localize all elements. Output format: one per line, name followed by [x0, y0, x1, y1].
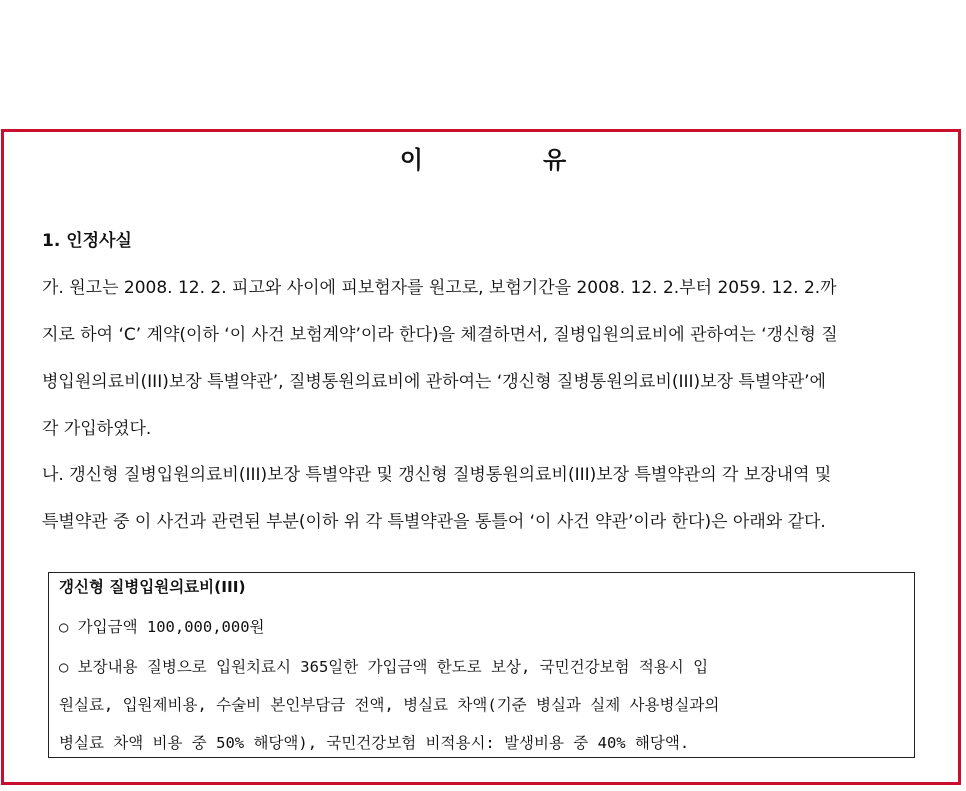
paragraph-line: 특별약관 중 이 사건과 관련된 부분(이하 위 각 특별약관을 통틀어 ‘이 사건 약관’이라 한다)은 아래와 같다.: [42, 512, 826, 532]
terms-box: [48, 572, 915, 758]
title-char-1: 이: [399, 146, 423, 174]
page-title: [0, 140, 966, 175]
title-char-2: 유: [543, 146, 567, 174]
terms-box-heading: 갱신형 질병입원의료비(III): [59, 578, 246, 596]
paragraph-line: 각 가입하였다.: [42, 419, 152, 439]
section-heading: 1. 인정사실: [42, 231, 132, 251]
terms-box-line: ○ 가입금액 100,000,000원: [59, 618, 265, 636]
paragraph-line: 병입원의료비(III)보장 특별약관’, 질병통원의료비에 관하여는 ‘갱신형 질병통원의료비(III)보장 특별약관’에: [42, 372, 826, 392]
terms-box-line: ○ 보장내용 질병으로 입원치료시 365일한 가입금액 한도로 보상, 국민건강보험 적용시 입: [59, 658, 709, 676]
paragraph-line: 지로 하여 ‘C’ 계약(이하 ‘이 사건 보험계약’이라 한다)을 체결하면서, 질병입원의료비에 관하여는 ‘갱신형 질: [42, 325, 838, 345]
terms-box-line: 원실료, 입원제비용, 수술비 본인부담금 전액, 병실료 차액(기준 병실과 실제 사용병실과의: [59, 696, 720, 714]
terms-box-line: 병실료 차액 비용 중 50% 해당액), 국민건강보험 비적용시: 발생비용 중 40% 해당액.: [59, 734, 690, 752]
paragraph-line: 가. 원고는 2008. 12. 2. 피고와 사이에 피보험자를 원고로, 보험기간을 2008. 12. 2.부터 2059. 12. 2.까: [42, 278, 837, 298]
paragraph-line: 나. 갱신형 질병입원의료비(III)보장 특별약관 및 갱신형 질병통원의료비(III)보장 특별약관의 각 보장내역 및: [42, 465, 832, 485]
